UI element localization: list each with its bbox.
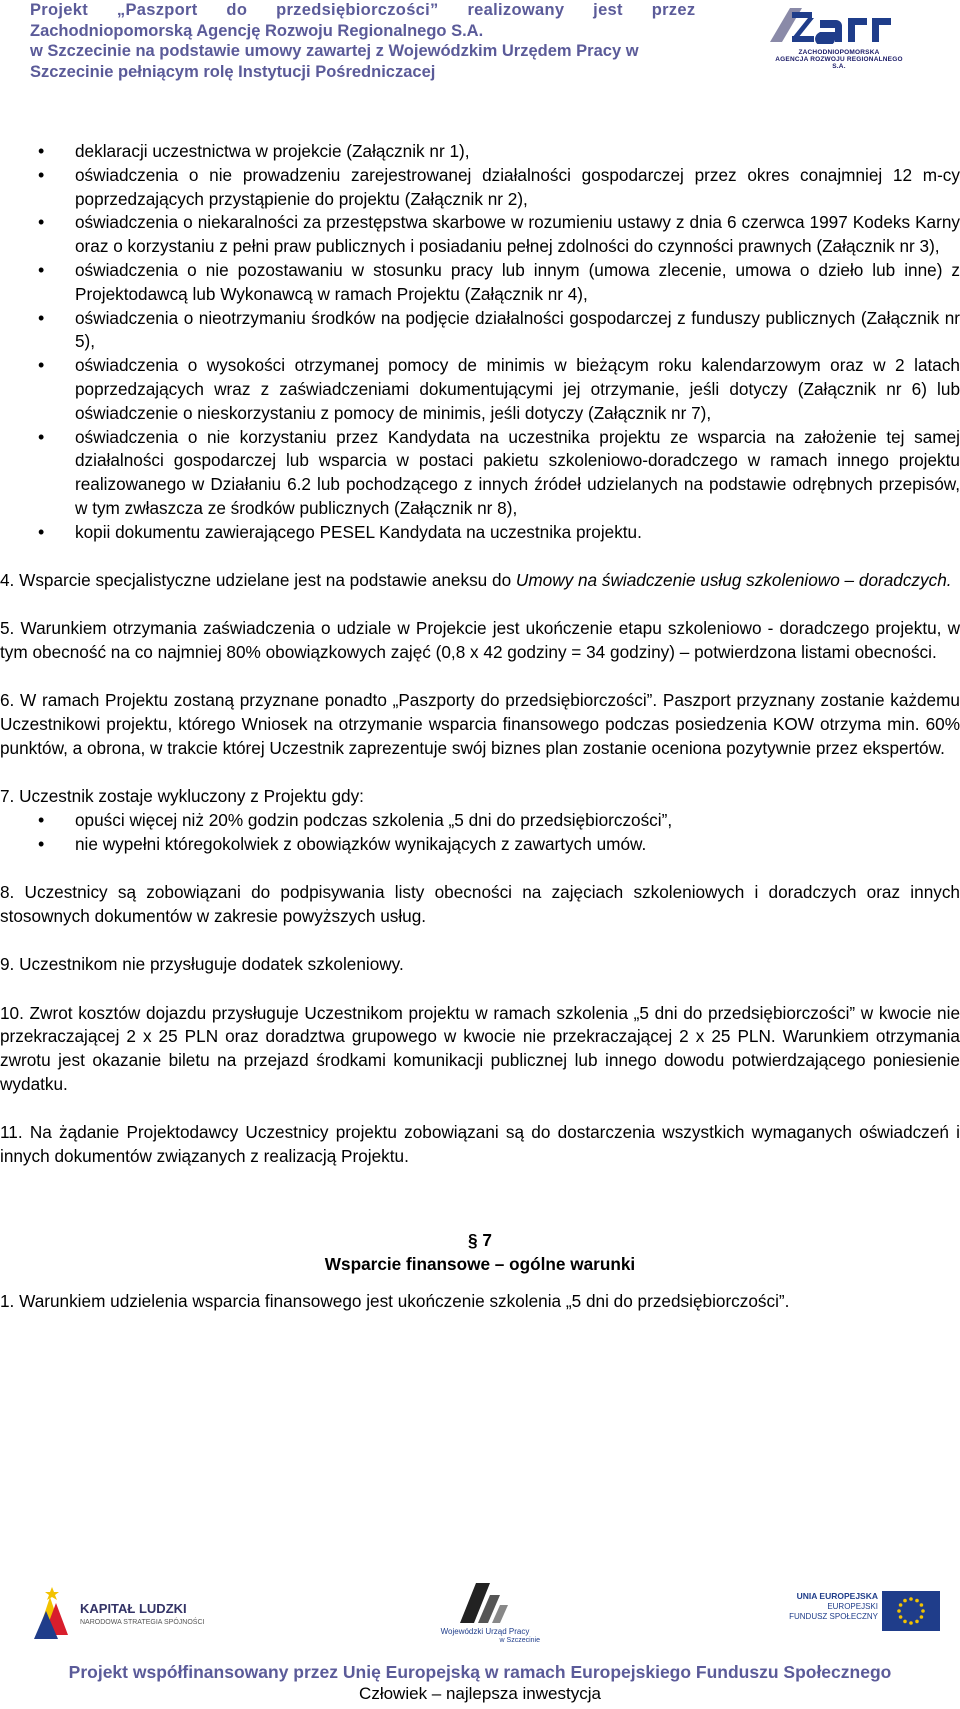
section-number: § 7 <box>468 1229 492 1250</box>
list-item: • oświadczenia o wysokości otrzymanej pomocy de minimis w bieżącym roku kalendarzowym oraz w 2 latach poprzedzających wraz z zaświadczeniami dokumentującymi jej otrzymanie, jeśli dotyczy (Załącznik nr 6) lub oświadczenie o nieskorzystaniu z pomocy de minimis, jeśli dotyczy (Załącznik nr 7), <box>0 354 960 425</box>
zarr-logo-mark <box>768 6 910 44</box>
paragraph-6: 6. W ramach Projektu zostaną przyznane ponadto „Paszporty do przedsiębiorczości”. Paszport przyznany zostanie każdemu Uczestnikowi projektu, którego Wniosek na otrzymanie wsparcia finansowego podczas posiedzenia KOW otrzyma min. 60% punktów, a obrona, w trakcie której Uczestnik zaprezentuje swój biznes plan zostanie oceniona pozytywnie przez ekspertów. <box>0 690 960 759</box>
kapital-ludzki-icon <box>32 1583 76 1645</box>
list-item: • kopii dokumentu zawierającego PESEL Kandydata na uczestnika projektu. <box>0 521 960 545</box>
list-item: • oświadczenia o nie prowadzeniu zarejestrowanej działalności gospodarczej przez okres conajmniej 12 m-cy poprzedzających przystąpienie do projektu (Załącznik nr 2), <box>0 164 960 212</box>
attachments-list <box>0 140 960 545</box>
wup-icon <box>430 1575 540 1625</box>
list-item: • deklaracji uczestnictwa w projekcie (Załącznik nr 1), <box>0 140 960 164</box>
paragraph-4-text: 4. Wsparcie specjalistyczne udzielane jest na podstawie aneksu do <box>0 570 516 591</box>
eu-flag-icon <box>882 1591 940 1631</box>
zarr-logo-sub2: AGENCJA ROZWOJU REGIONALNEGO S.A. <box>775 56 903 70</box>
header-line: Szczecinie pełniącym rolę Instytucji Pośredniczacej <box>30 62 436 81</box>
document-body <box>0 140 960 1314</box>
footer-line-2: Człowiek – najlepsza inwestycja <box>359 1684 601 1703</box>
list-item: • opuści więcej niż 20% godzin podczas szkolenia „5 dni do przedsiębiorczości”, <box>0 809 960 833</box>
eu-title: UNIA EUROPEJSKA <box>796 1591 878 1601</box>
wup-logo <box>430 1575 540 1655</box>
kl-subtitle: NARODOWA STRATEGIA SPÓJNOŚCI <box>80 1619 205 1626</box>
list-item: • nie wypełni któregokolwiek z obowiązków wynikających z zawartych umów. <box>0 833 960 857</box>
paragraph-4-italic: Umowy na świadczenie usług szkoleniowo – doradczych. <box>515 570 952 591</box>
exclusion-list <box>0 809 960 857</box>
paragraph-11: 11. Na żądanie Projektodawcy Uczestnicy projektu zobowiązani są do dostarczenia wszystkich wymaganych oświadczeń i innych dokumentów związanych z realizacją Projektu. <box>0 1122 960 1167</box>
eu-logo <box>770 1589 940 1643</box>
paragraph-7-intro: 7. Uczestnik zostaje wykluczony z Projektu gdy: <box>0 786 364 807</box>
list-item: • oświadczenia o nieotrzymaniu środków na podjęcie działalności gospodarczej z funduszy publicznych (Załącznik nr 5), <box>0 307 960 355</box>
paragraph-9: 9. Uczestnikom nie przysługuje dodatek szkoleniowy. <box>0 954 404 975</box>
eu-subtitle-2: FUNDUSZ SPOŁECZNY <box>789 1612 878 1621</box>
list-item: • oświadczenia o niekaralności za przestępstwa skarbowe w rozumieniu ustawy z dnia 6 czerwca 1997 Kodeks Karny oraz o korzystaniu z pełni praw publicznych i posiadaniu pełnej zdolności do czynności prawnych (Załącznik nr 3), <box>0 211 960 259</box>
paragraph-8: 8. Uczestnicy są zobowiązani do podpisywania listy obecności na zajęciach szkoleniowych i doradczych oraz innych stosownych dokumentów w zakresie powyższych usług. <box>0 882 960 927</box>
wup-subtitle: w Szczecinie <box>499 1637 540 1644</box>
footer-line-1: Projekt współfinansowany przez Unię Europejską w ramach Europejskiego Funduszu Społecznego <box>68 1662 892 1682</box>
eu-subtitle-1: EUROPEJSKI <box>827 1602 878 1611</box>
paragraph-4 <box>0 569 960 593</box>
section-title: Wsparcie finansowe – ogólne warunki <box>324 1253 636 1274</box>
paragraph-5: 5. Warunkiem otrzymania zaświadczenia o udziale w Projekcie jest ukończenie etapu szkoleniowo - doradczego projektu, w tym obecność na co najmniej 80% obowiązkowych zajęć (0,8 x 42 godziny = 34 godziny) – potwierdzona listami obecności. <box>0 618 960 663</box>
kapital-ludzki-logo <box>32 1583 232 1645</box>
header-line: Projekt „Paszport do przedsiębiorczości” realizowany jest przez <box>30 1 696 19</box>
header-line: w Szczecinie na podstawie umowy zawartej z Wojewódzkim Urzędem Pracy w <box>30 42 639 60</box>
header-line: Zachodniopomorską Agencję Rozwoju Regionalnego S.A. <box>30 21 484 40</box>
header-text <box>30 0 720 82</box>
footer-logos <box>0 1575 960 1655</box>
footer-text <box>0 1662 960 1704</box>
zarr-logo-sub1: ZACHODNIOPOMORSKA <box>798 49 880 56</box>
kl-title: KAPITAŁ LUDZKI <box>80 1601 187 1616</box>
paragraph-10: 10. Zwrot kosztów dojazdu przysługuje Uczestnikom projektu w ramach szkolenia „5 dni do przedsiębiorczości” w kwocie nie przekraczającej 2 x 25 PLN oraz doradztwa grupowego w kwocie nie przekraczającej 2 x 25 PLN. Warunkiem otrzymania zwrotu jest okazanie biletu na przejazd środkami komunikacji publicznej lub innego dowodu potwierdzającego poniesienie wydatku. <box>0 1002 960 1094</box>
section-7-paragraph-1: 1. Warunkiem udzielenia wsparcia finansowego jest ukończenie szkolenia „5 dni do przedsiębiorczości”. <box>0 1291 790 1312</box>
list-item: • oświadczenia o nie pozostawaniu w stosunku pracy lub innym (umowa zlecenie, umowa o dzieło lub inne) z Projektodawcą lub Wykonawcą w ramach Projektu (Załącznik nr 4), <box>0 259 960 307</box>
zarr-logo <box>768 6 910 70</box>
wup-title: Wojewódzki Urząd Pracy <box>440 1627 530 1636</box>
list-item: • oświadczenia o nie korzystaniu przez Kandydata na uczestnika projektu ze wsparcia na założenie tej samej działalności gospodarczej lub wsparcia w postaci pakietu szkoleniowo-doradczego w ramach innego projektu realizowanego w Działaniu 6.2 lub pochodzącego z innych źródeł udzielanych na podstawie odrębnych przepisów, w tym zwłaszcza ze środków publicznych (Załącznik nr 8), <box>0 426 960 521</box>
